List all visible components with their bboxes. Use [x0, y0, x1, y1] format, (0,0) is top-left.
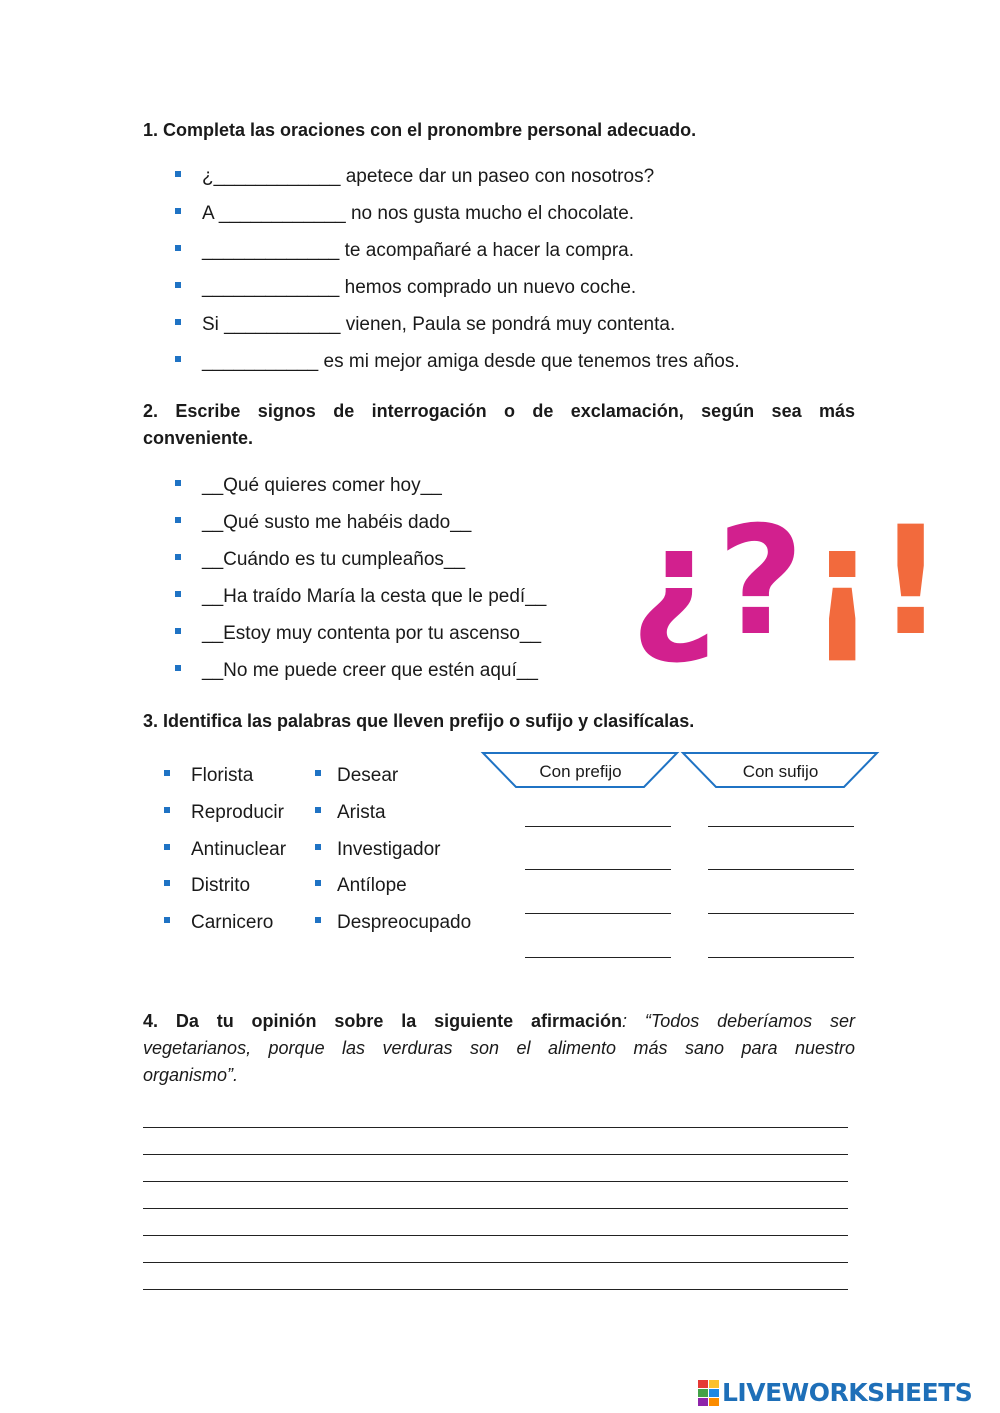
list-item: Si ___________ vienen, Paula se pondrá muy contenta.: [202, 314, 676, 335]
bullet-icon: [315, 770, 321, 776]
bullet-icon: [315, 844, 321, 850]
prefix-header-label: Con prefijo: [539, 762, 622, 781]
bullet-icon: [175, 480, 181, 486]
bullet-icon: [315, 880, 321, 886]
bullet-icon: [175, 554, 181, 560]
bullet-icon: [175, 665, 181, 671]
bullet-icon: [315, 807, 321, 813]
bullet-icon: [175, 208, 181, 214]
section2-heading: [143, 398, 855, 452]
prefix-answer-line[interactable]: [525, 826, 671, 827]
opinion-answer-line[interactable]: [143, 1262, 848, 1263]
word-item: Antinuclear: [191, 839, 287, 860]
bullet-icon: [164, 807, 170, 813]
liveworksheets-logo: [698, 1378, 972, 1407]
suffix-answer-line[interactable]: [708, 913, 854, 914]
suffix-header-label: Con sufijo: [742, 762, 819, 781]
list-item: __Estoy muy contenta por tu ascenso__: [202, 623, 542, 644]
word-item: Desear: [337, 765, 399, 786]
section2-heading-line1: 2. Escribe signos de interrogación o de exclamación, según sea más: [143, 401, 855, 421]
word-item: Reproducir: [191, 802, 284, 823]
bullet-icon: [175, 517, 181, 523]
list-item: __Qué quieres comer hoy__: [202, 475, 442, 496]
bullet-icon: [315, 917, 321, 923]
bullet-icon: [175, 171, 181, 177]
prefix-answer-line[interactable]: [525, 957, 671, 958]
opinion-answer-line[interactable]: [143, 1208, 848, 1209]
bullet-icon: [164, 880, 170, 886]
list-item: ___________ es mi mejor amiga desde que tenemos tres años.: [202, 351, 740, 372]
bullet-icon: [164, 770, 170, 776]
question-marks-glyph: ¿?: [630, 495, 805, 669]
bullet-icon: [164, 844, 170, 850]
bullet-icon: [164, 917, 170, 923]
section4-line1: [143, 1008, 855, 1035]
section1-heading: 1. Completa las oraciones con el pronombre personal adecuado.: [143, 120, 697, 140]
bullet-icon: [175, 245, 181, 251]
word-item: Antílope: [337, 875, 407, 896]
opinion-answer-line[interactable]: [143, 1127, 848, 1128]
word-item: Carnicero: [191, 912, 274, 933]
suffix-answer-line[interactable]: [708, 957, 854, 958]
section3-heading: 3. Identifica las palabras que lleven prefijo o sufijo y clasifícalas.: [143, 711, 695, 731]
opinion-answer-line[interactable]: [143, 1181, 848, 1182]
word-item: Florista: [191, 765, 254, 786]
section4-line3: organismo”.: [143, 1065, 239, 1085]
bullet-icon: [175, 591, 181, 597]
opinion-answer-line[interactable]: [143, 1289, 848, 1290]
word-item: Arista: [337, 802, 386, 823]
list-item: _____________ hemos comprado un nuevo coche.: [202, 277, 637, 298]
prefix-answer-line[interactable]: [525, 869, 671, 870]
logo-text: LIVEWORKSHEETS: [722, 1378, 973, 1407]
bullet-icon: [175, 628, 181, 634]
list-item: __Cuándo es tu cumpleaños__: [202, 549, 466, 570]
suffix-answer-line[interactable]: [708, 869, 854, 870]
word-item: Distrito: [191, 875, 251, 896]
list-item: __Ha traído María la cesta que le pedí__: [202, 586, 547, 607]
word-item: Despreocupado: [337, 912, 472, 933]
bullet-icon: [175, 319, 181, 325]
bullet-icon: [175, 356, 181, 362]
word-item: Investigador: [337, 839, 441, 860]
section4-prompt: [143, 1008, 855, 1089]
section4-heading: 4. Da tu opinión sobre la siguiente afirmación: [143, 1011, 623, 1031]
list-item: _____________ te acompañaré a hacer la compra.: [202, 240, 635, 261]
list-item: A ____________ no nos gusta mucho el chocolate.: [202, 203, 635, 224]
bullet-icon: [175, 282, 181, 288]
opinion-answer-line[interactable]: [143, 1154, 848, 1155]
punctuation-illustration: [630, 495, 945, 669]
opinion-answer-line[interactable]: [143, 1235, 848, 1236]
section4-line2: vegetarianos, porque las verduras son el alimento más sano para nuestro: [143, 1038, 855, 1058]
list-item: __Qué susto me habéis dado__: [202, 512, 472, 533]
prefix-answer-line[interactable]: [525, 913, 671, 914]
list-item: ¿____________ apetece dar un paseo con nosotros?: [202, 166, 655, 187]
exclamation-marks-glyph: ¡!: [808, 495, 945, 669]
logo-icon: [698, 1380, 719, 1406]
section2-heading-line2: conveniente.: [143, 428, 254, 448]
list-item: __No me puede creer que estén aquí__: [202, 660, 538, 681]
section4-quote-start: : “Todos deberíamos ser: [622, 1011, 855, 1031]
suffix-answer-line[interactable]: [708, 826, 854, 827]
